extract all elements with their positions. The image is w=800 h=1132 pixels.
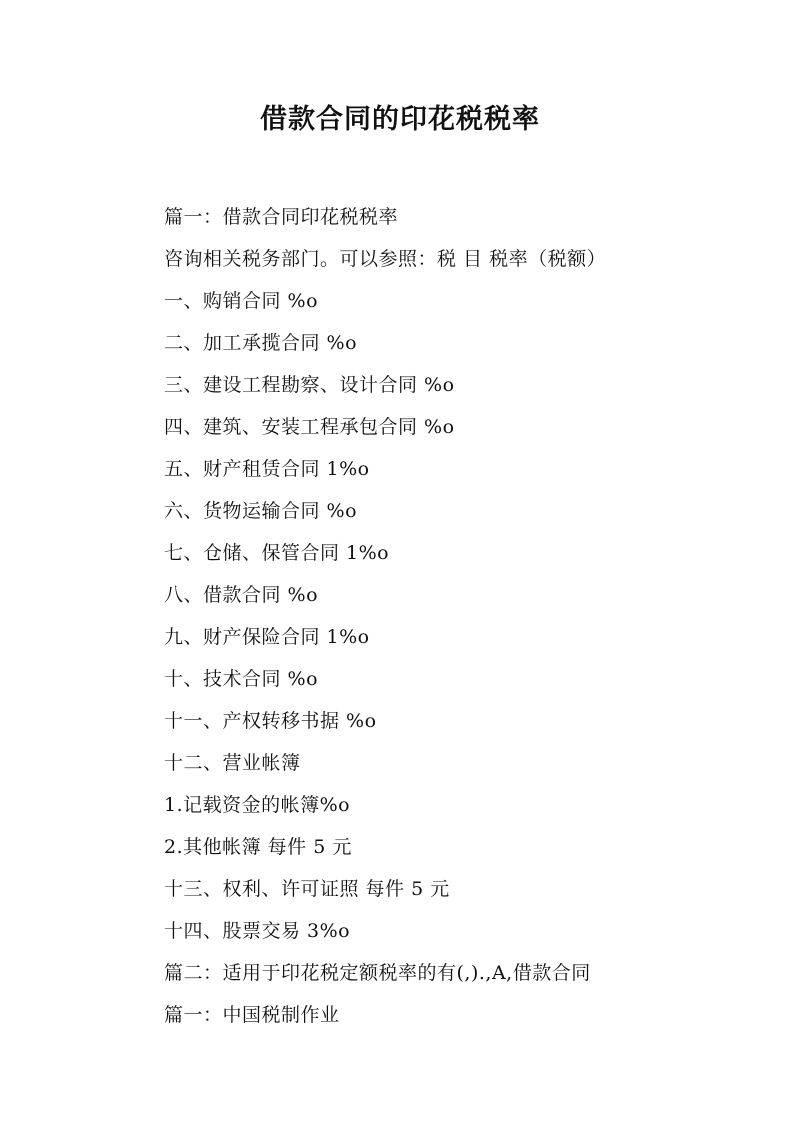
document-body: [164, 196, 724, 1036]
text-line: 十三、权利、许可证照 每件 5 元: [164, 878, 450, 900]
text-line: 八、借款合同 %o: [164, 584, 319, 606]
text-line: 2.其他帐簿 每件 5 元: [164, 836, 352, 858]
text-line: 篇二：适用于印花税定额税率的有(,).,A,借款合同: [164, 962, 591, 984]
text-line: 四、建筑、安装工程承包合同 %o: [164, 416, 455, 438]
document-title: 借款合同的印花税税率: [260, 104, 540, 135]
text-line: 篇一：借款合同印花税税率: [164, 206, 399, 228]
text-line: 一、购销合同 %o: [164, 290, 319, 312]
text-line: 七、仓储、保管合同 1%o: [164, 542, 390, 564]
text-line: 十二、营业帐簿: [164, 752, 301, 774]
text-line: 十、技术合同 %o: [164, 668, 319, 690]
text-line: 咨询相关税务部门。可以参照：税 目 税率（税额）: [164, 248, 607, 270]
text-line: 三、建设工程勘察、设计合同 %o: [164, 374, 455, 396]
text-line: 十一、产权转移书据 %o: [164, 710, 377, 732]
text-line: 十四、股票交易 3%o: [164, 920, 351, 942]
text-line: 篇一：中国税制作业: [164, 1004, 340, 1026]
text-line: 1.记载资金的帐簿%o: [164, 794, 351, 816]
text-line: 五、财产租赁合同 1%o: [164, 458, 370, 480]
text-line: 二、加工承揽合同 %o: [164, 332, 358, 354]
text-line: 六、货物运输合同 %o: [164, 500, 358, 522]
text-line: 九、财产保险合同 1%o: [164, 626, 370, 648]
